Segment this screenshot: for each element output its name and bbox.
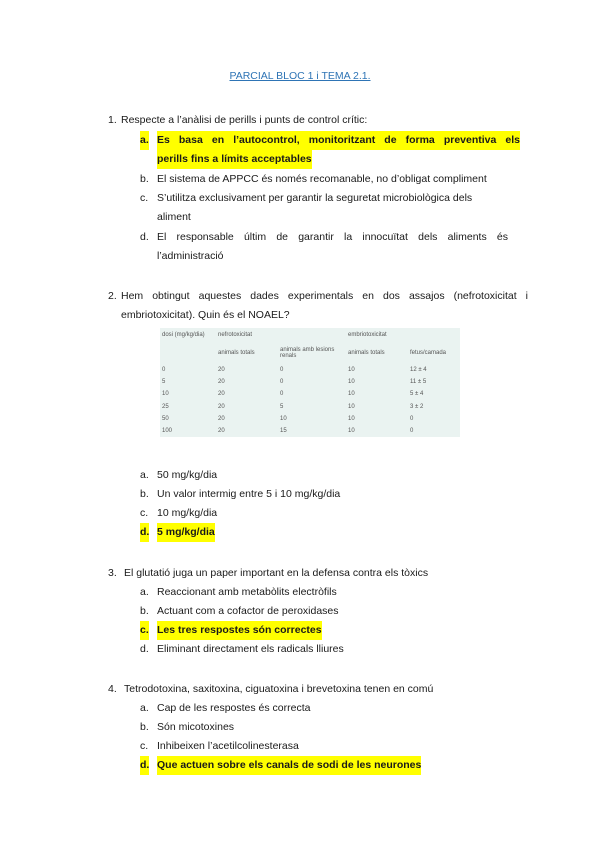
table-cell: 20 [218, 428, 225, 435]
question-text-line2: embriotoxicitat). Quin és el NOAEL? [121, 309, 290, 321]
table-cell: 5 [280, 403, 284, 410]
option-text: Actuant com a cofactor de peroxidases [157, 605, 339, 617]
option-text: El sistema de APPCC és només recomanable, no d’obligat compliment [157, 173, 487, 185]
option-text-line1: El responsable últim de garantir la innocuïtat dels aliments és [157, 231, 508, 243]
option-text-line2: l’administració [157, 250, 224, 262]
header-dose: dosi (mg/kg/dia) [162, 332, 205, 338]
table-cell: 10 [348, 403, 355, 410]
option-letter: b. [140, 721, 149, 733]
option-text: Són micotoxines [157, 721, 235, 733]
option-letter: c. [140, 621, 149, 640]
subheader-fetus-camada: fetus/camada [410, 350, 447, 356]
table-cell: 10 [348, 415, 355, 422]
question-text: Tetrodotoxina, saxitoxina, ciguatoxina i brevetoxina tenen en comú [124, 683, 434, 695]
table-cell: 0 [280, 391, 284, 398]
option-text: Que actuen sobre els canals de sodi de les neurones [157, 756, 421, 775]
option-letter: d. [140, 643, 149, 655]
document-title: PARCIAL BLOC 1 i TEMA 2.1. [229, 70, 371, 82]
option-text: Reaccionant amb metabòlits electròfils [157, 586, 337, 598]
table-cell: 25 [162, 403, 169, 410]
table-cell: 0 [410, 428, 414, 435]
table-cell: 0 [280, 379, 284, 386]
data-table [160, 328, 460, 437]
subheader-animals-lesions: animals amb lesions renals [280, 347, 335, 359]
table-cell: 10 [348, 367, 355, 374]
option-text: Inhibeixen l’acetilcolinesterasa [157, 740, 299, 752]
table-cell: 12 ± 4 [410, 367, 427, 374]
table-cell: 10 [348, 379, 355, 386]
option-letter: b. [140, 605, 149, 617]
subheader-animals-totals: animals totals [218, 350, 255, 356]
option-text-line1: Es basa en l’autocontrol, monitoritzant de forma preventiva els [157, 131, 520, 150]
table-cell: 3 ± 2 [410, 403, 424, 410]
table-cell: 20 [218, 379, 225, 386]
table-cell: 11 ± 5 [410, 379, 427, 386]
table-cell: 20 [218, 415, 225, 422]
option-text: Les tres respostes són correctes [157, 621, 322, 640]
question-text: El glutatió juga un paper important en la defensa contra els tòxics [124, 567, 429, 579]
header-nefrotoxicitat: nefrotoxicitat [218, 332, 253, 338]
option-text: 10 mg/kg/dia [157, 507, 218, 519]
table-cell: 10 [348, 391, 355, 398]
table-row [160, 413, 460, 425]
option-letter: a. [140, 131, 149, 150]
table-cell: 20 [218, 403, 225, 410]
option-text: 50 mg/kg/dia [157, 469, 218, 481]
question-number: 3. [108, 567, 117, 579]
option-text: Cap de les respostes és correcta [157, 702, 311, 714]
option-text: 5 mg/kg/dia [157, 523, 215, 542]
question-number: 4. [108, 683, 117, 695]
table-row [160, 388, 460, 400]
table-cell: 10 [280, 415, 287, 422]
question-number: 2. [108, 290, 117, 302]
question-text: Respecte a l’anàlisi de perills i punts de control crític: [121, 114, 368, 126]
table-cell: 20 [218, 367, 225, 374]
table-cell: 0 [280, 367, 284, 374]
option-letter: c. [140, 507, 149, 519]
question-text-line1: Hem obtingut aquestes dades experimentals en dos assajos (nefrotoxicitat i [121, 290, 528, 302]
table-cell: 50 [162, 415, 169, 422]
option-text-line2: aliment [157, 211, 191, 223]
header-embriotoxicitat: embriotoxicitat [348, 332, 387, 338]
option-letter: a. [140, 586, 149, 598]
option-letter: a. [140, 469, 149, 481]
option-text: Un valor intermig entre 5 i 10 mg/kg/dia [157, 488, 341, 500]
table-cell: 20 [218, 391, 225, 398]
table-cell: 0 [162, 367, 166, 374]
table-header-row [160, 328, 460, 342]
table-cell: 5 ± 4 [410, 391, 424, 398]
option-letter: d. [140, 523, 149, 542]
table-cell: 10 [162, 391, 169, 398]
table-row [160, 425, 460, 437]
option-letter: d. [140, 756, 149, 775]
option-text: Eliminant directament els radicals lliures [157, 643, 344, 655]
table-cell: 15 [280, 428, 287, 435]
table-cell: 0 [410, 415, 414, 422]
table-cell: 10 [348, 428, 355, 435]
table-row [160, 401, 460, 413]
option-text-line1: S’utilitza exclusivament per garantir la seguretat microbiològica dels [157, 192, 473, 204]
option-letter: c. [140, 740, 149, 752]
question-number: 1. [108, 114, 117, 126]
table-subheader-row [160, 342, 460, 364]
option-letter: c. [140, 192, 149, 204]
option-letter: b. [140, 488, 149, 500]
option-text-line2: perills fins a límits acceptables [157, 150, 312, 169]
option-letter: b. [140, 173, 149, 185]
option-letter: a. [140, 702, 149, 714]
option-letter: d. [140, 231, 149, 243]
table-cell: 100 [162, 428, 173, 435]
table-cell: 5 [162, 379, 166, 386]
subheader-animals-totals-2: animals totals [348, 350, 385, 356]
table-row [160, 376, 460, 388]
table-row [160, 364, 460, 376]
